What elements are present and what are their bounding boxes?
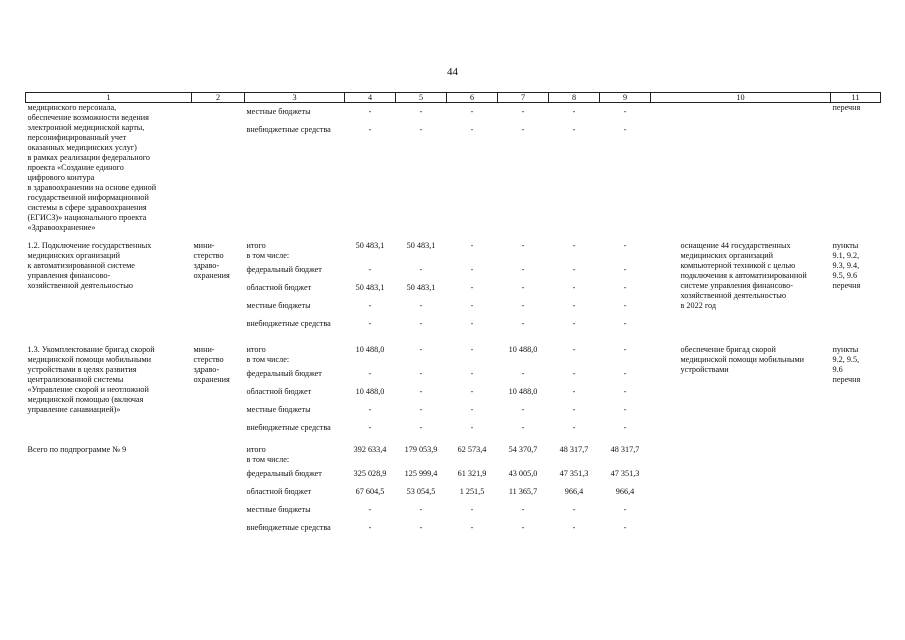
indicator-reference-cell [831, 345, 881, 437]
amount-value: 966,4 [564, 487, 584, 496]
amount-value: - [368, 423, 372, 432]
activity-name-line: «Управление скорой и неотложной [27, 385, 149, 394]
amount-cell [498, 103, 549, 234]
amount-value: - [572, 301, 576, 310]
block-spacer-cell [26, 333, 881, 345]
amount-value: - [470, 423, 474, 432]
amount-cell [396, 445, 447, 537]
amount-value: - [419, 523, 423, 532]
executor-line: мини- [193, 345, 215, 354]
activity-name-line: проекта «Создание единого [27, 163, 124, 172]
amount-cell [600, 241, 651, 333]
activity-name-line: оказанных медицинских услуг) [27, 143, 137, 152]
amount-value: 11 365,7 [508, 487, 538, 496]
activity-name-cell [26, 345, 192, 437]
block-spacer-row [26, 233, 881, 241]
amount-value: - [623, 301, 627, 310]
amount-value: 53 054,5 [406, 487, 436, 496]
amount-cell [600, 445, 651, 537]
funding-source-label: внебюджетные средства [246, 125, 331, 134]
indicator-reference-line: пункты [832, 345, 859, 354]
indicator-reference-line: перечня [832, 375, 861, 384]
amount-value: - [623, 283, 627, 292]
executor-line: мини- [193, 241, 215, 250]
amount-value: - [470, 523, 474, 532]
amount-value: - [572, 345, 576, 354]
program-block-row [26, 445, 881, 537]
executor-line: стерство [193, 251, 224, 260]
amount-cell [345, 345, 396, 437]
indicator-reference-line: 9.6 [832, 365, 843, 374]
activity-name-line: обеспечение возможности ведения [27, 113, 149, 122]
activity-name-line: медицинской помощью (включая [27, 395, 144, 404]
funding-source-label: местные бюджеты [246, 301, 311, 310]
activity-name-line: в рамках реализации федерального [27, 153, 150, 162]
expected-result-line: компьютерной техникой с целью [680, 261, 796, 270]
amount-cell [549, 345, 600, 437]
indicator-reference-cell [831, 445, 881, 537]
amount-cell [498, 445, 549, 537]
expected-result-cell [651, 445, 831, 537]
amount-value: - [419, 423, 423, 432]
amount-cell [396, 345, 447, 437]
amount-value: - [368, 523, 372, 532]
amount-value: - [521, 283, 525, 292]
amount-value: - [419, 387, 423, 396]
amount-value: - [470, 505, 474, 514]
amount-value: 50 483,1 [406, 241, 436, 250]
column-number: 1 [26, 93, 192, 103]
amount-value: - [572, 405, 576, 414]
executor-line: стерство [193, 355, 224, 364]
amount-value: 62 573,4 [457, 445, 487, 454]
amount-value: 10 488,0 [355, 345, 385, 354]
activity-name-line: (ЕГИСЗ)» национального проекта [27, 213, 147, 222]
amount-value: - [521, 125, 525, 134]
block-spacer-cell [26, 437, 881, 445]
block-spacer-row [26, 333, 881, 345]
amount-value: - [470, 241, 474, 250]
amount-value: - [572, 107, 576, 116]
amount-value: - [470, 345, 474, 354]
amount-value: - [368, 125, 372, 134]
activity-name-line: медицинского персонала, [27, 103, 117, 112]
amount-value: - [368, 319, 372, 328]
indicator-reference-line: 9.2, 9.5, [832, 355, 860, 364]
funding-source-label: внебюджетные средства [246, 423, 331, 432]
column-number: 10 [651, 93, 831, 103]
amount-cell [396, 103, 447, 234]
column-number-row [26, 93, 881, 103]
amount-value: 392 633,4 [353, 445, 387, 454]
column-number: 11 [831, 93, 881, 103]
activity-name-line: устройствами в целях развития [27, 365, 137, 374]
amount-value: - [470, 301, 474, 310]
funding-source-cell [245, 345, 345, 437]
amount-value: - [623, 387, 627, 396]
activity-name-line: медицинских организаций [27, 251, 120, 260]
column-number: 7 [498, 93, 549, 103]
amount-value: 10 488,0 [508, 387, 538, 396]
amount-value: - [470, 283, 474, 292]
funding-source-label: внебюджетные средства [246, 319, 331, 328]
funding-source-label: местные бюджеты [246, 505, 311, 514]
activity-name-cell [26, 103, 192, 234]
activity-name-line: «Здравоохранение» [27, 223, 96, 232]
amount-cell [345, 241, 396, 333]
activity-name-line: персонифицированный учет [27, 133, 127, 142]
amount-cell [549, 445, 600, 537]
activity-name-line: к автоматизированной системе [27, 261, 135, 270]
column-number: 5 [396, 93, 447, 103]
amount-cell [498, 345, 549, 437]
amount-value: 50 483,1 [406, 283, 436, 292]
expected-result-line: медицинских организаций [680, 251, 773, 260]
amount-cell [600, 345, 651, 437]
indicator-reference-line: перечня [832, 103, 861, 112]
amount-value: 48 317,7 [559, 445, 589, 454]
amount-value: - [572, 241, 576, 250]
column-number: 4 [345, 93, 396, 103]
funding-source-label: областной бюджет [246, 387, 312, 396]
funding-source-label: федеральный бюджет [246, 369, 322, 378]
expected-result-cell [651, 345, 831, 437]
amount-value: - [368, 369, 372, 378]
indicator-reference-line: 9.1, 9.2, [832, 251, 860, 260]
amount-value: - [470, 405, 474, 414]
expected-result-cell [651, 103, 831, 234]
budget-table-sheet [25, 92, 880, 537]
amount-value: - [368, 505, 372, 514]
activity-name-cell [26, 445, 192, 537]
column-number: 8 [549, 93, 600, 103]
amount-value: - [623, 523, 627, 532]
amount-value: 48 317,7 [610, 445, 640, 454]
expected-result-line: подключения к автоматизированной [680, 271, 807, 280]
executor-cell [192, 345, 245, 437]
funding-source-label: областной бюджет [246, 487, 312, 496]
funding-source-label: внебюджетные средства [246, 523, 331, 532]
amount-value: - [521, 107, 525, 116]
executor-line: здраво- [193, 261, 220, 270]
amount-value: - [572, 265, 576, 274]
amount-cell [396, 241, 447, 333]
expected-result-cell [651, 241, 831, 333]
amount-cell [549, 103, 600, 234]
amount-value: 43 005,0 [508, 469, 538, 478]
funding-source-cell [245, 241, 345, 333]
amount-cell [447, 103, 498, 234]
amount-value: 50 483,1 [355, 283, 385, 292]
activity-name-cell [26, 241, 192, 333]
amount-value: 10 488,0 [508, 345, 538, 354]
amount-value: 966,4 [615, 487, 635, 496]
amount-value: 325 028,9 [353, 469, 387, 478]
amount-value: - [623, 369, 627, 378]
amount-value: - [521, 369, 525, 378]
amount-value: - [623, 125, 627, 134]
amount-value: - [521, 423, 525, 432]
activity-name-line: 1.2. Подключение государственных [27, 241, 152, 250]
amount-value: - [419, 405, 423, 414]
funding-source-cell [245, 445, 345, 537]
activity-name-line: электронной медицинской карты, [27, 123, 145, 132]
funding-source-label: итого в том числе: [246, 241, 290, 260]
program-block-row [26, 241, 881, 333]
amount-value: - [623, 505, 627, 514]
amount-value: - [419, 125, 423, 134]
amount-value: - [572, 125, 576, 134]
amount-cell [345, 445, 396, 537]
funding-source-label: областной бюджет [246, 283, 312, 292]
executor-cell [192, 445, 245, 537]
amount-cell [498, 241, 549, 333]
executor-cell [192, 103, 245, 234]
funding-source-label: итого в том числе: [246, 345, 290, 364]
activity-name-line: хозяйственной деятельностью [27, 281, 134, 290]
expected-result-line: системе управления финансово- [680, 281, 793, 290]
amount-value: - [623, 265, 627, 274]
funding-source-label: местные бюджеты [246, 405, 311, 414]
indicator-reference-line: 9.3, 9.4, [832, 261, 860, 270]
amount-value: - [572, 387, 576, 396]
expected-result-line: оснащение 44 государственных [680, 241, 791, 250]
funding-source-label: местные бюджеты [246, 107, 311, 116]
column-number: 2 [192, 93, 245, 103]
expected-result-line: обеспечение бригад скорой [680, 345, 776, 354]
amount-value: 47 351,3 [610, 469, 640, 478]
funding-source-label: федеральный бюджет [246, 469, 322, 478]
amount-cell [549, 241, 600, 333]
amount-value: - [419, 345, 423, 354]
amount-value: - [572, 319, 576, 328]
column-number: 6 [447, 93, 498, 103]
program-block-row [26, 345, 881, 437]
amount-value: - [623, 423, 627, 432]
amount-value: - [521, 523, 525, 532]
amount-value: 61 321,9 [457, 469, 487, 478]
table-body [26, 93, 881, 538]
amount-value: - [623, 107, 627, 116]
amount-value: - [419, 319, 423, 328]
amount-value: - [623, 345, 627, 354]
amount-value: - [623, 241, 627, 250]
funding-source-label: итого в том числе: [246, 445, 290, 464]
amount-value: - [572, 523, 576, 532]
indicator-reference-line: пункты [832, 241, 859, 250]
amount-cell [447, 241, 498, 333]
amount-value: - [521, 241, 525, 250]
amount-cell [600, 103, 651, 234]
block-spacer-row [26, 437, 881, 445]
activity-name-line: медицинской помощи мобильными [27, 355, 152, 364]
amount-value: - [368, 405, 372, 414]
indicator-reference-cell [831, 103, 881, 234]
amount-value: 54 370,7 [508, 445, 538, 454]
amount-value: - [419, 369, 423, 378]
amount-value: - [470, 319, 474, 328]
expected-result-line: в 2022 год [680, 301, 717, 310]
column-number: 3 [245, 93, 345, 103]
amount-value: - [368, 107, 372, 116]
activity-name-line: цифрового контура [27, 173, 95, 182]
amount-value: - [470, 369, 474, 378]
amount-value: - [470, 265, 474, 274]
amount-value: - [623, 405, 627, 414]
expected-result-line: хозяйственной деятельностью [680, 291, 787, 300]
amount-value: 179 053,9 [404, 445, 438, 454]
activity-name-line: государственной информационной [27, 193, 149, 202]
amount-value: - [521, 319, 525, 328]
amount-value: - [419, 265, 423, 274]
amount-value: - [521, 265, 525, 274]
activity-name-line: управление санавиацией)» [27, 405, 121, 414]
amount-value: - [368, 265, 372, 274]
amount-value: - [521, 405, 525, 414]
expected-result-line: медицинской помощи мобильными [680, 355, 805, 364]
block-spacer-cell [26, 233, 881, 241]
activity-name-line: управления финансово- [27, 271, 111, 280]
indicator-reference-line: 9.5, 9.6 [832, 271, 858, 280]
amount-value: 47 351,3 [559, 469, 589, 478]
indicator-reference-cell [831, 241, 881, 333]
activity-name-line: в здравоохранении на основе единой [27, 183, 157, 192]
activity-name-line: 1.3. Укомплектование бригад скорой [27, 345, 155, 354]
activity-name-line: Всего по подпрограмме № 9 [27, 445, 127, 454]
amount-value: - [470, 125, 474, 134]
amount-value: - [572, 423, 576, 432]
amount-value: 125 999,4 [404, 469, 438, 478]
amount-value: - [521, 301, 525, 310]
amount-cell [447, 345, 498, 437]
funding-source-cell [245, 103, 345, 234]
executor-cell [192, 241, 245, 333]
amount-value: - [368, 301, 372, 310]
amount-value: - [470, 387, 474, 396]
amount-value: 10 488,0 [355, 387, 385, 396]
amount-value: - [521, 505, 525, 514]
page-number: 44 [447, 66, 458, 78]
amount-cell [345, 103, 396, 234]
amount-value: - [572, 283, 576, 292]
funding-source-label: федеральный бюджет [246, 265, 322, 274]
amount-value: - [572, 505, 576, 514]
amount-value: - [623, 319, 627, 328]
activity-name-line: системы в сфере здравоохранения [27, 203, 147, 212]
budget-table [25, 92, 881, 537]
amount-cell [447, 445, 498, 537]
program-block-row [26, 103, 881, 234]
amount-value: - [419, 107, 423, 116]
amount-value: 1 251,5 [459, 487, 485, 496]
column-number: 9 [600, 93, 651, 103]
amount-value: - [572, 369, 576, 378]
executor-line: здраво- [193, 365, 220, 374]
amount-value: 67 604,5 [355, 487, 385, 496]
activity-name-line: централизованной системы [27, 375, 124, 384]
amount-value: 50 483,1 [355, 241, 385, 250]
expected-result-line: устройствами [680, 365, 729, 374]
amount-value: - [419, 505, 423, 514]
amount-value: - [419, 301, 423, 310]
indicator-reference-line: перечня [832, 281, 861, 290]
executor-line: охранения [193, 375, 230, 384]
amount-value: - [470, 107, 474, 116]
executor-line: охранения [193, 271, 230, 280]
